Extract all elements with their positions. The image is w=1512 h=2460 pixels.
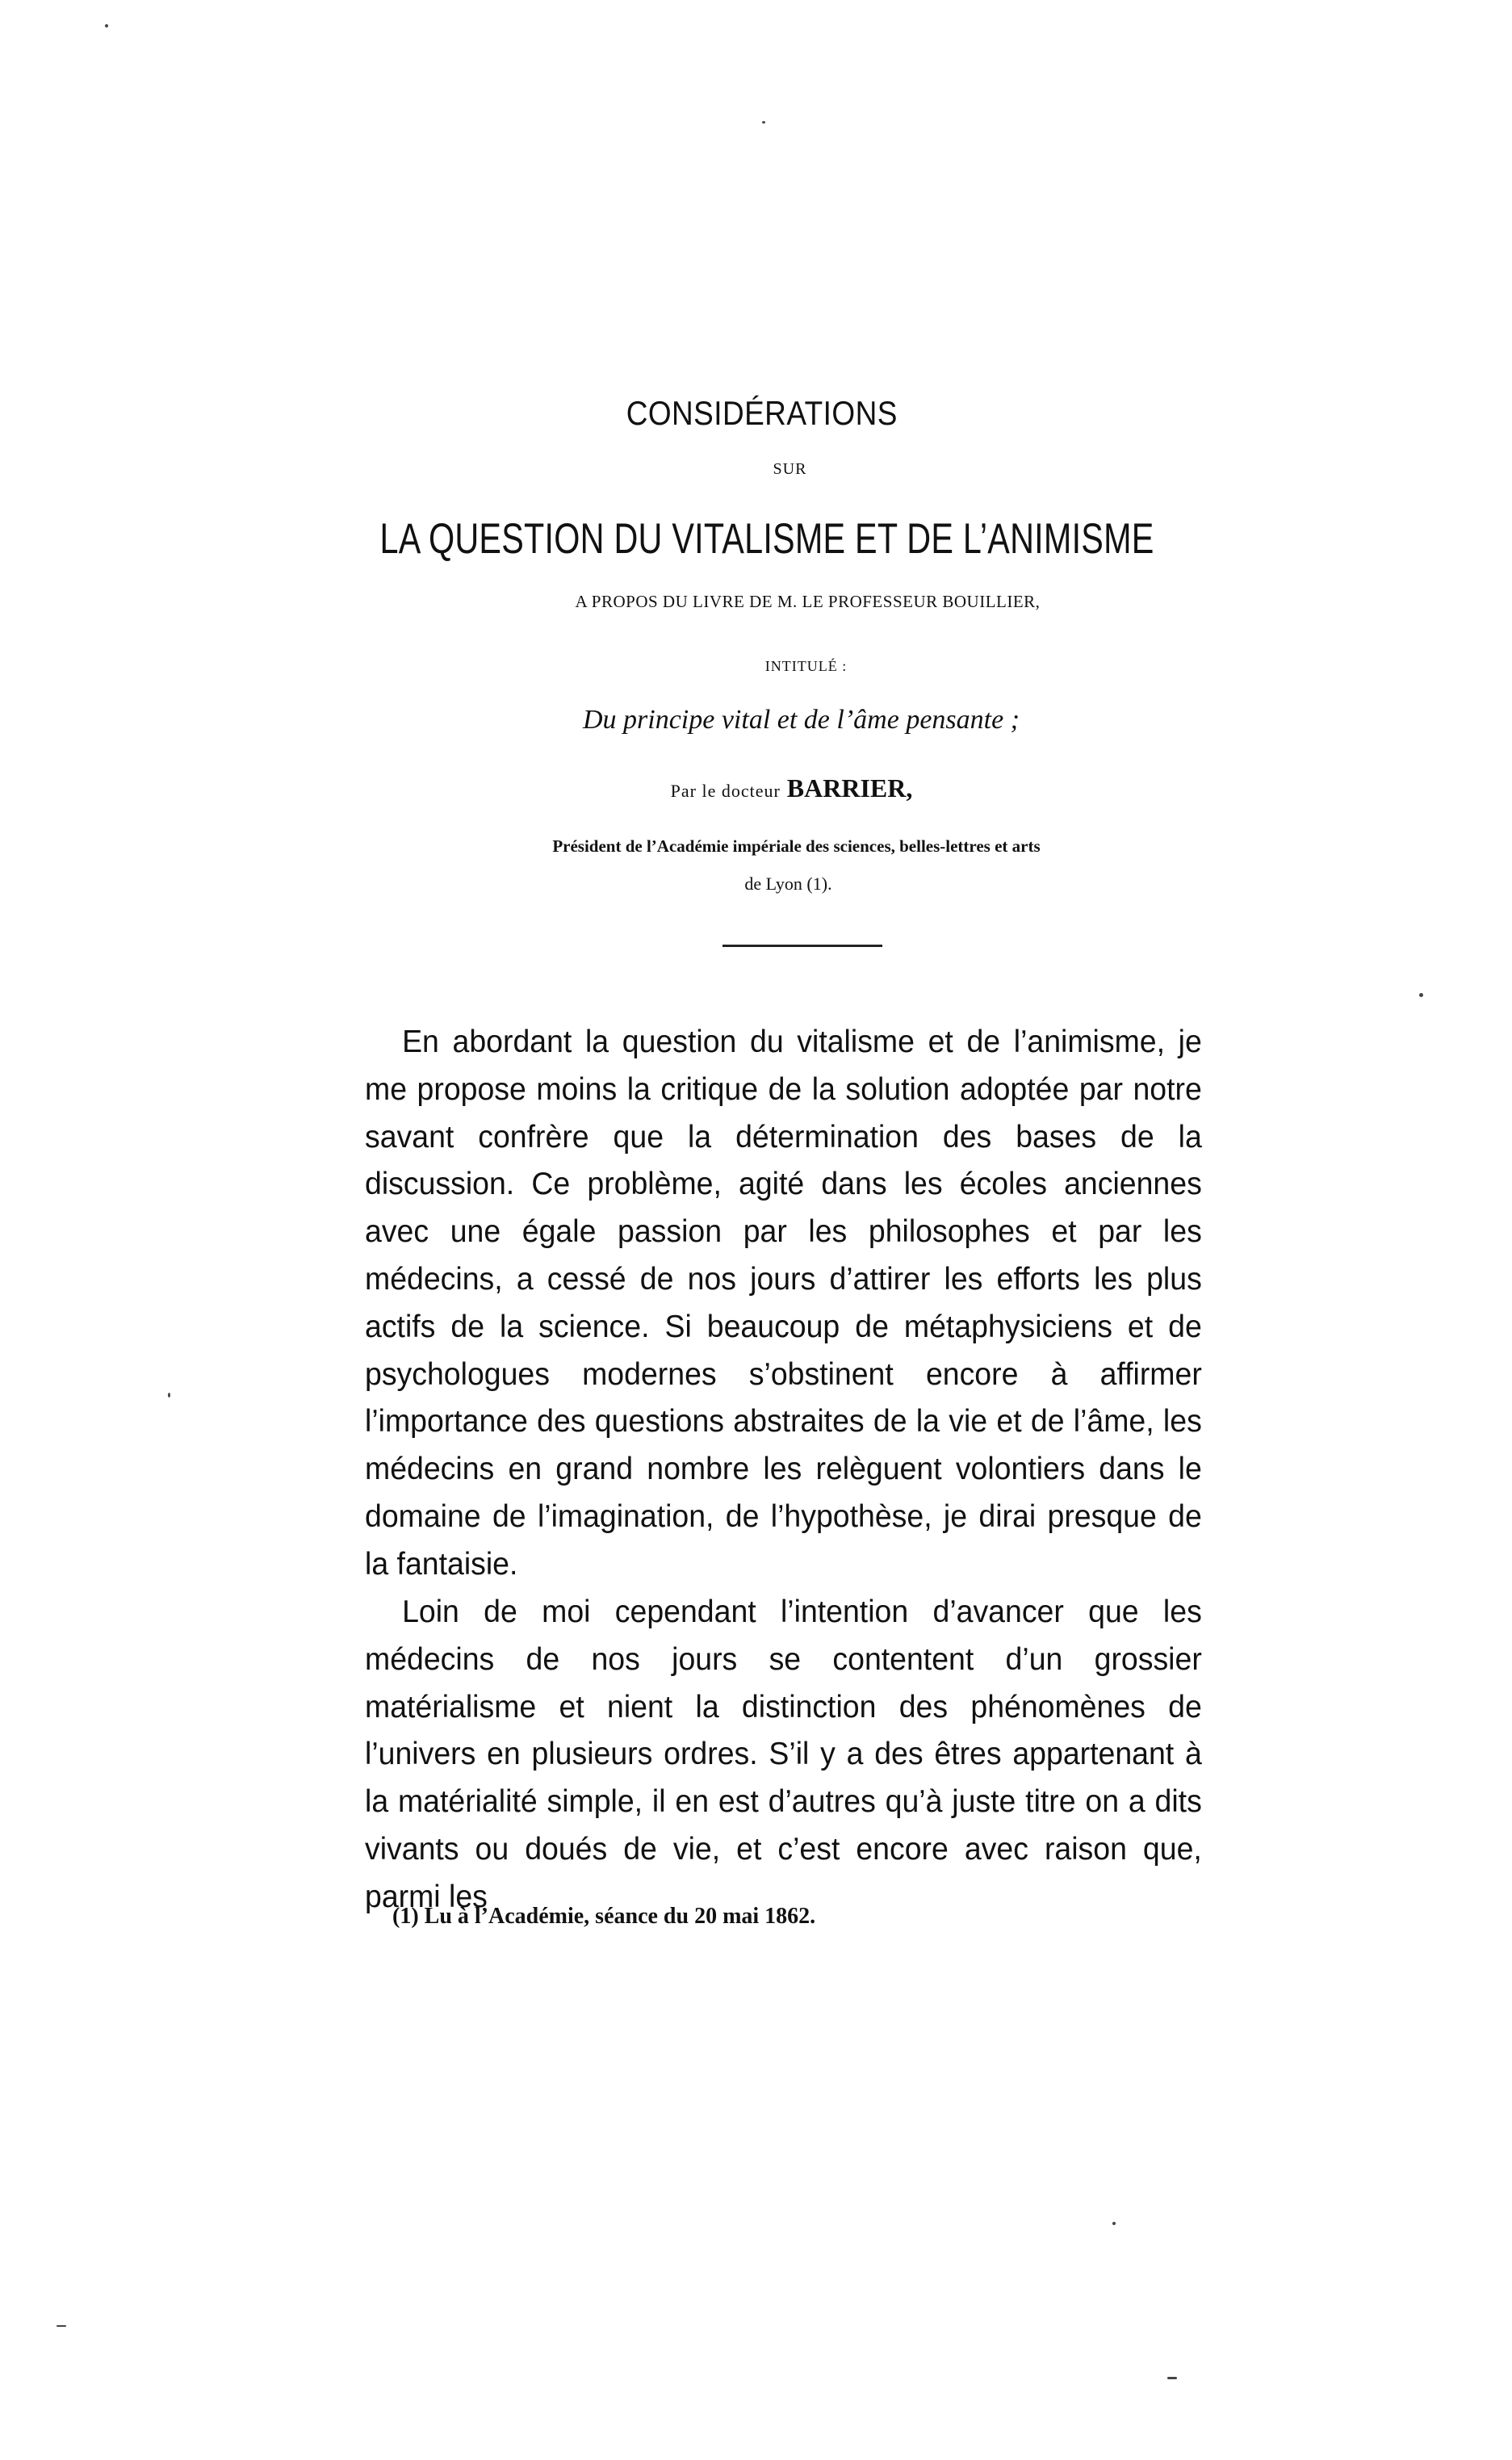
title-connector: SUR	[773, 460, 807, 478]
scan-speck	[168, 1393, 170, 1398]
scan-speck	[105, 24, 108, 27]
body-paragraph-1: En abordant la question du vitalisme et de l’animisme, je me propose moins la critique de la solution adoptée par notre savant confrère que la détermination des bases de la discussion. Ce problème, agité dans les écoles anciennes avec une égale passion par les philosophes et par les médecins, a cessé de nos jours d’attirer les efforts les plus actifs de la science. Si beaucoup de métaphysiciens et de psychologues modernes s’obstinent encore à affirmer l’importance des questions abstraites de la vie et de l’âme, les médecins en grand nombre les relèguent volontiers dans le domaine de l’imagination, de l’hypothèse, je dirai presque de la fantaisie.	[365, 1025, 1202, 1582]
author-role: Président de l’Académie impériale des sciences, belles-lettres et arts	[552, 836, 1041, 856]
scan-speck	[57, 2325, 66, 2327]
document-title: CONSIDÉRATIONS	[626, 394, 898, 432]
author-line	[36, 773, 1512, 803]
about-book-line: A PROPOS DU LIVRE DE M. LE PROFESSEUR BOUILLIER,	[575, 592, 1041, 611]
author-name: BARRIER,	[786, 773, 913, 803]
book-title: Du principe vital et de l’âme pensante ;	[582, 705, 1020, 735]
scan-speck	[1419, 993, 1423, 997]
document-subtitle: LA QUESTION DU VITALISME ET DE L’ANIMISME	[379, 515, 1154, 563]
entitled-label: INTITULÉ :	[764, 658, 848, 674]
scan-speck	[762, 121, 765, 124]
author-place: de Lyon (1).	[744, 874, 832, 894]
body-paragraph-2: Loin de moi cependant l’intention d’avancer que les médecins de nos jours se contentent d’un grossier matérialisme et nient la distinction des phénomènes de l’univers en plusieurs ordres. S’il y a des êtres appartenant à la matérialité simple, il en est d’autres qu’à juste titre on a dits vivants ou doués de vie, et c’est encore avec raison que, parmi les	[365, 1595, 1202, 1914]
scan-speck	[1112, 2222, 1116, 2225]
author-prefix: Par le docteur	[670, 781, 781, 801]
section-divider	[722, 945, 882, 947]
scan-speck	[1167, 2377, 1177, 2379]
footnote: (1) Lu à l’Académie, séance du 20 mai 1862.	[392, 1904, 816, 1929]
